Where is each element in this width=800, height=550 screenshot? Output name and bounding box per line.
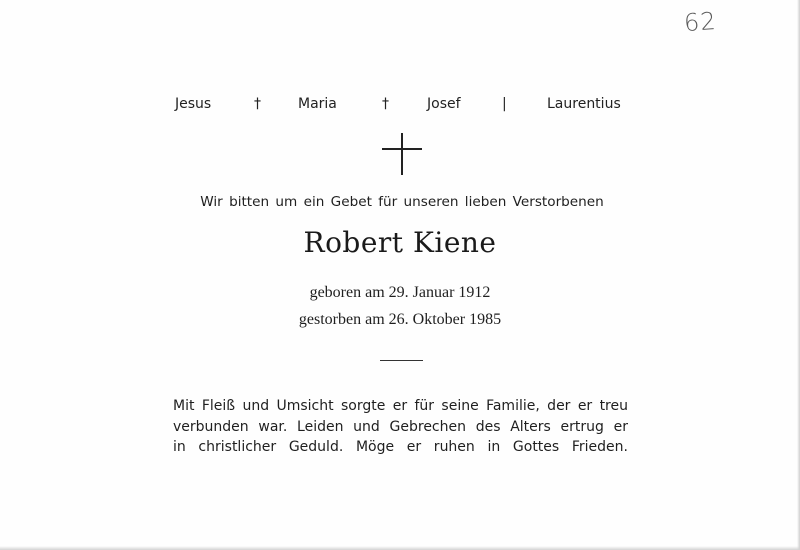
closing-line: in christlicher Geduld. Möge er ruhen in Gottes Frieden.: [173, 439, 628, 455]
holy-names-row: [0, 96, 800, 118]
holy-name-maria: Maria: [298, 96, 337, 112]
small-cross-icon: †: [254, 96, 261, 112]
prayer-request: Wir bitten um ein Gebet für unseren lieben Verstorbenen: [200, 194, 604, 210]
small-cross-icon: †: [382, 96, 389, 112]
holy-name-jesus: Jesus: [175, 96, 212, 112]
holy-name-josef: Josef: [427, 96, 461, 112]
closing-line: Mit Fleiß und Umsicht sorgte er für seine Familie, der er treu: [173, 398, 628, 414]
deceased-name: Robert Kiene: [303, 226, 497, 259]
closing-paragraph: [173, 396, 628, 458]
holy-name-laurentius: Laurentius: [547, 96, 621, 112]
cross-icon: [382, 133, 422, 175]
death-date: gestorben am 26. Oktober 1985: [298, 311, 502, 328]
small-cross-icon: |: [502, 96, 507, 112]
handwritten-page-number: 62: [683, 6, 718, 38]
scan-edge: [0, 546, 800, 550]
closing-line: verbunden war. Leiden und Gebrechen des Alters ertrug er: [173, 418, 628, 435]
divider: [380, 360, 423, 361]
birth-date: geboren am 29. Januar 1912: [309, 284, 491, 301]
